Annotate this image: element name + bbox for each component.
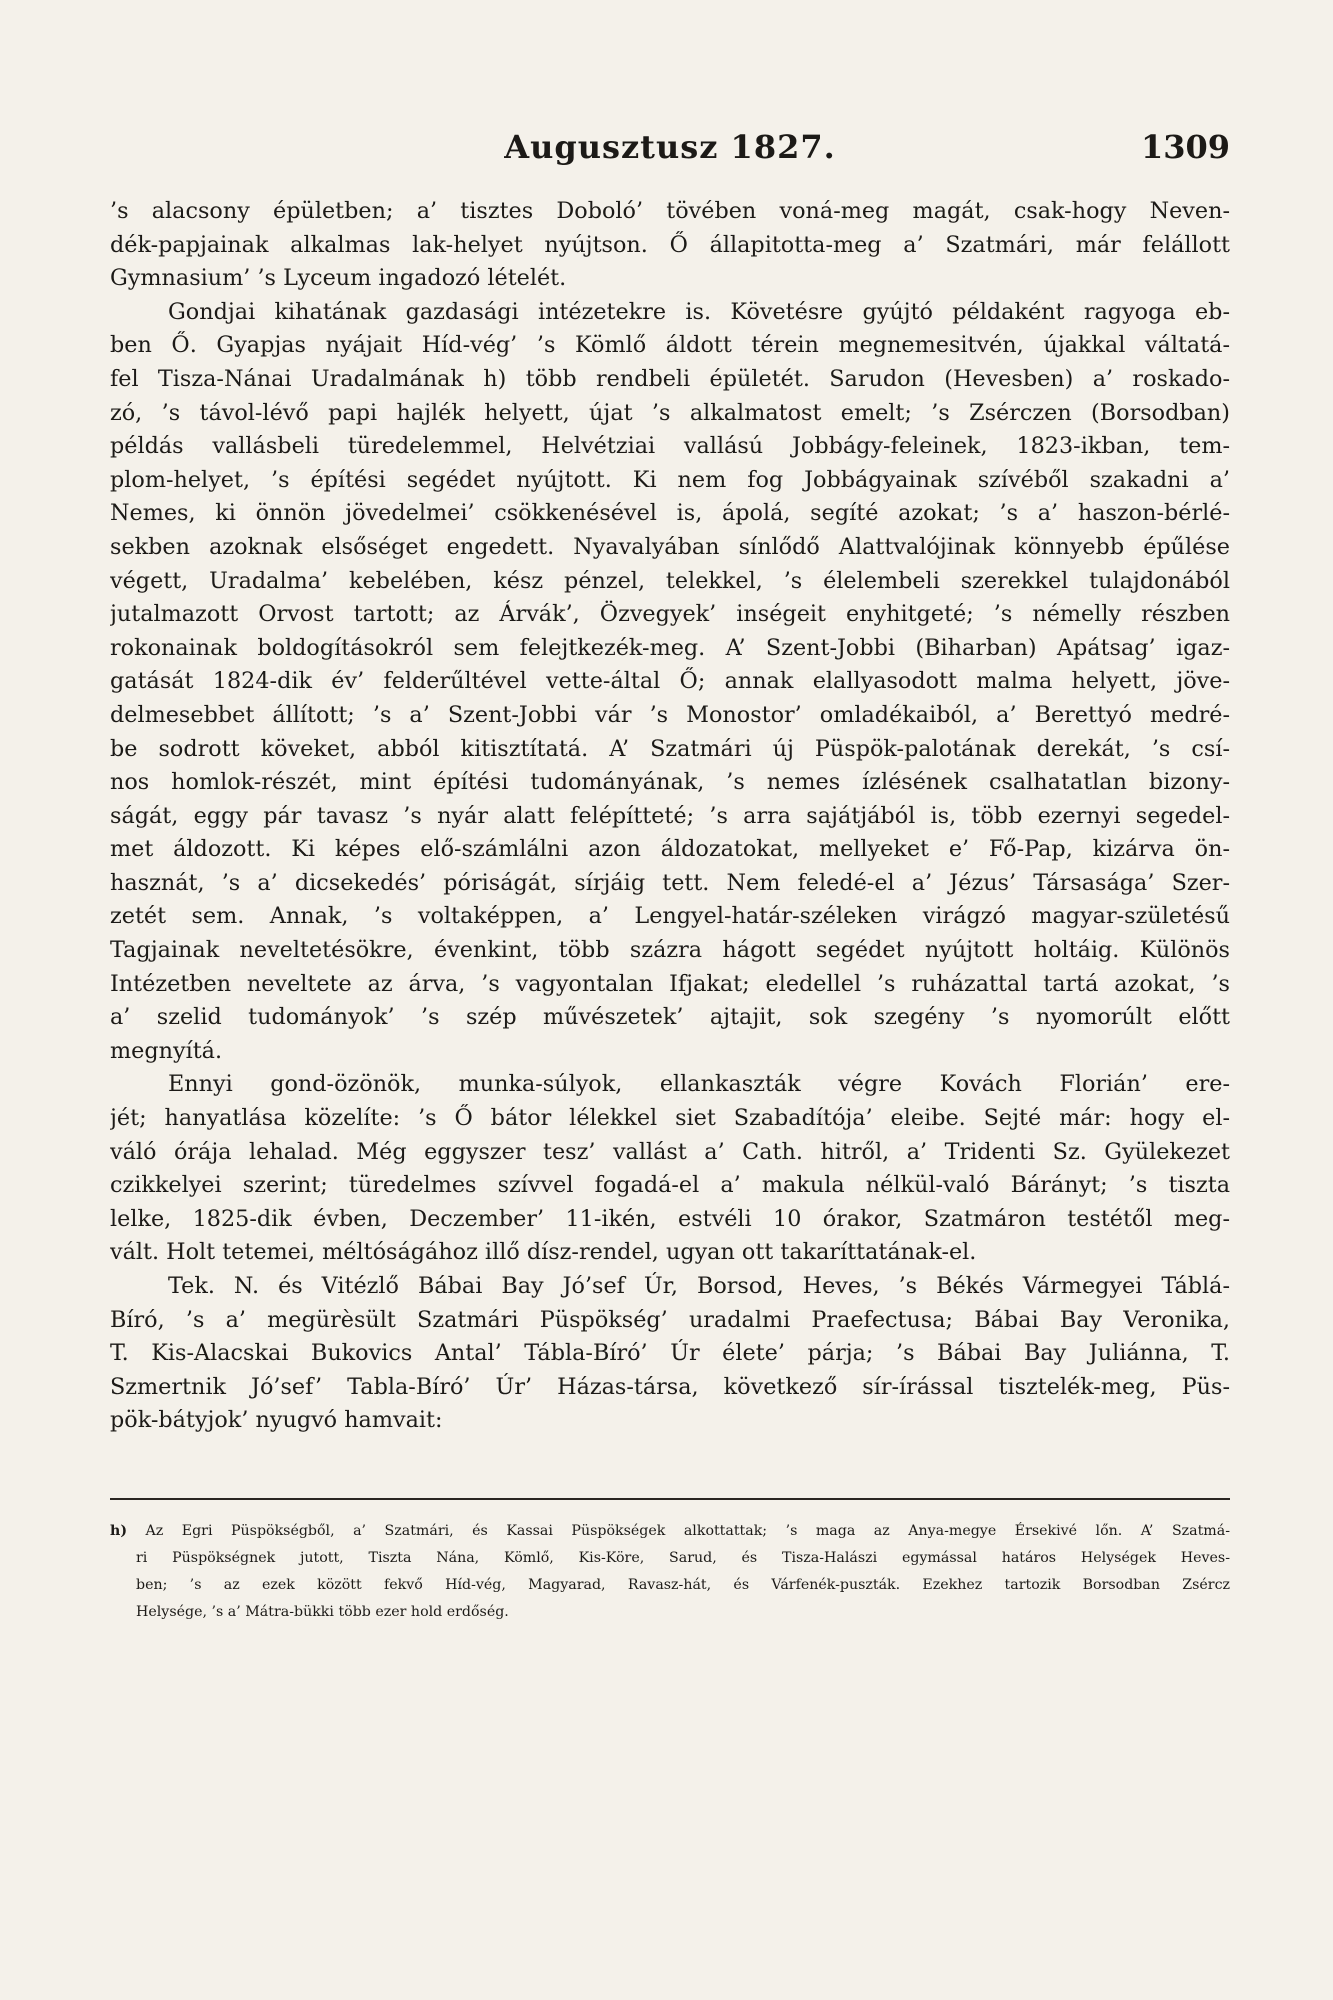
text-line: czikkelyei szerint; türedelmes szívvel fogadá-el a’ makula nélkül-való Bárányt; ’s tiszta [110,1172,1230,1199]
text-line: be sodrott köveket, abból kitisztítatá. A’ Szatmári új Püspök-palotának derekát, ’s csí- [110,735,1230,762]
text-line: megnyítá. [110,1037,223,1064]
running-head [110,128,1230,178]
footnote-marker: h) [110,1523,128,1539]
text-line: plom-helyet, ’s építési segédet nyújtott. Ki nem fog Jobbágyainak szívéből szakadni a’ [110,466,1230,493]
text-line: sekben azoknak elsőséget engedett. Nyavalyában sínlődő Alattvalójinak könnyebb épűlése [110,533,1230,560]
text-line: a’ szelid tudományok’ ’s szép művészetek’ ajtajit, sok szegény ’s nyomorúlt előtt [110,1004,1230,1031]
footnote-line: Helysége, ’s a’ Mátra-bükki több ezer hold erdőség. [136,1604,509,1620]
text-line: lelke, 1825-dik évben, Deczember’ 11-ikén, estvéli 10 órakor, Szatmáron testétől meg- [110,1205,1230,1232]
text-line: delmesebbet állított; ’s a’ Szent-Jobbi vár ’s Monostor’ omladékaiból, a’ Berettyó medré- [110,701,1230,728]
text-line: zó, ’s távol-lévő papi hajlék helyett, újat ’s alkalmatost emelt; ’s Zsérczen (Borsodban) [110,399,1230,426]
text-line: pök-bátyjok’ nyugvó hamvait: [110,1407,443,1434]
text-line: Bíró, ’s a’ megürèsült Szatmári Püspökség’ uradalmi Praefectusa; Bábai Bay Veronika, [110,1306,1230,1333]
text-line: vált. Holt tetemei, méltóságához illő dísz-rendel, ugyan ott takaríttatának-el. [110,1239,977,1266]
text-line: Intézetben neveltete az árva, ’s vagyontalan Ifjakat; eledellel ’s ruházattal tartá azokat, ’s [110,970,1230,997]
text-line: Nemes, ki önnön jövedelmei’ csökkenésével is, ápolá, segíté azokat; ’s a’ haszon-bérlé- [110,500,1230,527]
footnote [110,1518,1230,1626]
text-line: Gondjai kihatának gazdasági intézetekre is. Követésre gyújtó példaként ragyoga eb- [168,298,1230,325]
footnote-line [110,1518,1230,1545]
text-line: Tek. N. és Vitézlő Bábai Bay Jó’sef Úr, Borsod, Heves, ’s Békés Vármegyei Táblá- [168,1273,1230,1299]
page-title: Augusztusz 1827. [504,128,836,166]
text-line: ’s alacsony épületben; a’ tisztes Doboló’ tövében voná-meg magát, csak-hogy Neven- [110,198,1230,224]
text-line: hasznát, ’s a’ dicsekedés’ póriságát, sírjáig tett. Nem feledé-el a’ Jézus’ Társasága’ Szer- [110,869,1230,896]
text-line: váló órája lehalad. Még eggyszer tesz’ vallást a’ Cath. hitről, a’ Tridenti Sz. Gyülekezet [110,1138,1230,1165]
paragraph-1 [110,195,1230,296]
text-line: végett, Uradalma’ kebelében, kész pénzel, telekkel, ’s élelembeli szerekkel tulajdonából [110,567,1230,594]
text-line: Tagjainak neveltetésökre, évenkint, több százra hágott segédet nyújtott holtáig. Különös [110,937,1230,964]
text-line: fel Tisza-Nánai Uradalmának h) több rendbeli épületét. Sarudon (Hevesben) a’ roskado- [110,365,1230,392]
text-line: jutalmazott Orvost tartott; az Árvák’, Özvegyek’ inségeit enyhitgeté; ’s némelly részben [110,601,1230,628]
footnote-text: Az Egri Püspökségből, a’ Szatmári, és Kassai Püspökségek alkottattak; ’s maga az Anya-megye Érsekivé lőn. A’ Szatmá- [145,1523,1230,1539]
text-line: Ennyi gond-özönök, munka-súlyok, ellankaszták végre Kovách Florián’ ere- [168,1071,1230,1098]
text-line: példás vallásbeli türedelemmel, Helvétziai vallású Jobbágy-feleinek, 1823-ikban, tem- [110,433,1230,460]
text-line: zetét sem. Annak, ’s voltaképpen, a’ Lengyel-határ-széleken virágzó magyar-születésű [110,903,1230,930]
text-line: gatását 1824-dik év’ felderűltével vette-által Ő; annak elallyasodott malma helyett, jöve- [110,668,1230,695]
paragraph-4 [110,1270,1230,1438]
page-number: 1309 [1140,128,1230,166]
text-line: T. Kis-Alacskai Bukovics Antal’ Tábla-Bíró’ Úr élete’ párja; ’s Bábai Bay Juliánna, T. [110,1340,1230,1367]
text-line: rokonainak boldogításokról sem felejtkezék-meg. A’ Szent-Jobbi (Biharban) Apátsag’ igaz- [110,634,1230,661]
footnote-line: ben; ’s az ezek között fekvő Híd-vég, Magyarad, Ravasz-hát, és Várfenék-puszták. Ezekhez tartozik Borsodban Zsércz [136,1577,1230,1593]
paragraph-2 [110,296,1230,1069]
paragraph-3 [110,1068,1230,1270]
text-line: dék-papjainak alkalmas lak-helyet nyújtson. Ő állapitotta-meg a’ Szatmári, már felállott [110,231,1230,258]
body-text [110,195,1230,1438]
text-line: jét; hanyatlása közelíte: ’s Ő bátor lélekkel siet Szabadítója’ eleibe. Sejté már: hogy el- [110,1105,1230,1132]
text-line: Gymnasium’ ’s Lyceum ingadozó lételét. [110,265,567,292]
footnote-divider [110,1498,1230,1500]
text-line: ben Ő. Gyapjas nyájait Híd-vég’ ’s Kömlő áldott térein megnemesitvén, újakkal váltatá- [110,332,1230,359]
text-line: met áldozott. Ki képes elő-számlálni azon áldozatokat, mellyeket e’ Fő-Pap, kizárva ön- [110,836,1230,863]
text-line: ságát, eggy pár tavasz ’s nyár alatt felépítteté; ’s arra sajátjából is, több ezernyi segedel- [110,802,1230,829]
footnote-line: ri Püspökségnek jutott, Tiszta Nána, Kömlő, Kis-Köre, Sarud, és Tisza-Halászi egymással határos Helységek Heves- [136,1550,1230,1566]
text-line: nos homlok-részét, mint építési tudományának, ’s nemes ízlésének csalhatatlan bizony- [110,769,1230,796]
text-line: Szmertnik Jó’sef’ Tabla-Bíró’ Úr’ Házas-társa, következő sír-írással tisztelék-meg, Püs- [110,1373,1230,1400]
